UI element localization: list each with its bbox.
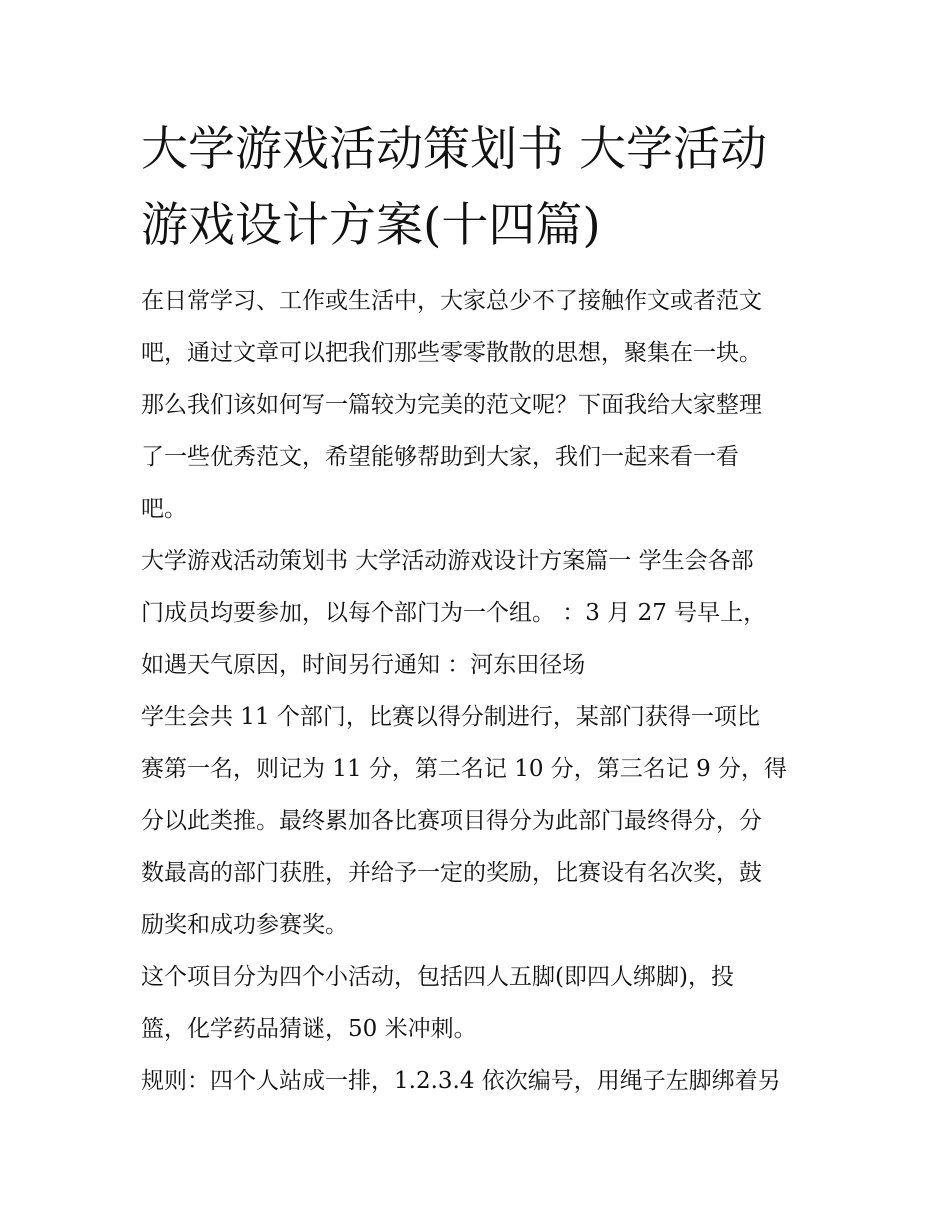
text-line: 了一些优秀范文，希望能够帮助到大家，我们一起来看一看 xyxy=(141,444,739,470)
document-title xyxy=(141,112,821,264)
text-line: 这个项目分为四个小活动，包括四人五脚(即四人绑脚)，投 xyxy=(141,964,734,990)
paragraph-section-one xyxy=(141,535,821,691)
text-line: 篮，化学药品猜谜，50 米冲刺。 xyxy=(141,1016,477,1042)
text-line: 规则：四个人站成一排，1.2.3.4 依次编号，用绳子左脚绑着另 xyxy=(141,1068,781,1094)
text-line: 大学游戏活动策划书 大学活动游戏设计方案篇一 学生会各部 xyxy=(141,548,754,574)
text-line: 门成员均要参加，以每个部门为一个组。 ：3 月 27 号早上， xyxy=(141,600,767,626)
text-line: 如遇天气原因，时间另行通知 ：河东田径场 xyxy=(141,652,586,678)
title-line: 大学游戏活动策划书 大学活动 xyxy=(141,122,767,177)
document-content xyxy=(141,112,821,1107)
document-body xyxy=(141,275,821,1107)
text-line: 分以此类推。最终累加各比赛项目得分为此部门最终得分，分 xyxy=(141,808,762,834)
paragraph-intro xyxy=(141,275,821,535)
text-line: 学生会共 11 个部门，比赛以得分制进行，某部门获得一项比 xyxy=(141,704,760,730)
paragraph-scoring xyxy=(141,691,821,951)
paragraph-activities xyxy=(141,951,821,1055)
text-line: 吧，通过文章可以把我们那些零零散散的思想，聚集在一块。 xyxy=(141,340,762,366)
text-line: 数最高的部门获胜，并给予一定的奖励，比赛设有名次奖，鼓 xyxy=(141,860,762,886)
text-line: 在日常学习、工作或生活中，大家总少不了接触作文或者范文 xyxy=(141,288,762,314)
title-line: 游戏设计方案(十四篇) xyxy=(141,198,601,253)
text-line: 赛第一名，则记为 11 分，第二名记 10 分，第三名记 9 分，得 xyxy=(141,756,788,782)
text-line: 励奖和成功参赛奖。 xyxy=(141,912,348,938)
paragraph-rules xyxy=(141,1055,821,1107)
text-line: 吧。 xyxy=(141,496,187,522)
text-line: 那么我们该如何写一篇较为完美的范文呢？下面我给大家整理 xyxy=(141,392,762,418)
